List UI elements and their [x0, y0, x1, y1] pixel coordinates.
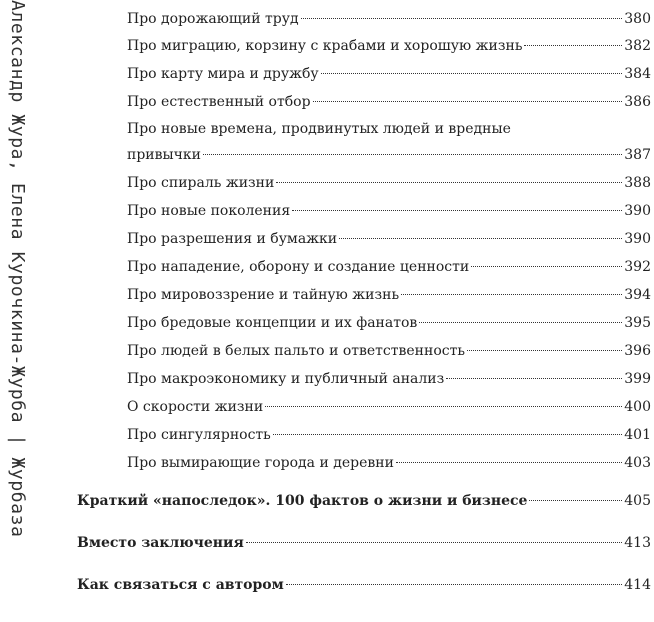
toc-entry-title: Про разрешения и бумажки: [127, 231, 338, 247]
dot-leader: [467, 350, 622, 351]
toc-section-title: Краткий «напоследок». 100 фактов о жизни и бизнесе: [77, 493, 528, 509]
toc-entry[interactable]: [127, 92, 651, 112]
toc-entry-page: 400: [624, 399, 651, 415]
toc-entry-title: Про вымирающие города и деревни: [127, 455, 394, 471]
dot-leader: [203, 154, 622, 155]
toc-entry-title: Про карту мира и дружбу: [127, 66, 319, 82]
toc-entry[interactable]: [127, 145, 651, 165]
toc-entry-title-line1[interactable]: Про новые времена, продвинутых людей и вредные: [127, 121, 511, 137]
running-header-vertical: Александр Жура, Елена Курочкина-Журба | Журбаза: [7, 0, 28, 538]
toc-entry-page: 401: [624, 427, 651, 443]
dot-leader: [419, 322, 622, 323]
toc-entry-page: 396: [624, 343, 651, 359]
toc-entry[interactable]: [127, 201, 651, 221]
toc-entry-page: 388: [624, 175, 651, 191]
toc-entry-page: 384: [624, 66, 651, 82]
toc-entry-title: Про спираль жизни: [127, 175, 275, 191]
toc-entry-title: Про людей в белых пальто и ответственность: [127, 343, 465, 359]
toc-section-title: Вместо заключения: [77, 535, 244, 551]
dot-leader: [273, 434, 622, 435]
dot-leader: [524, 45, 622, 46]
dot-leader: [471, 266, 622, 267]
dot-leader: [396, 462, 622, 463]
dot-leader: [301, 18, 623, 19]
toc-entry[interactable]: [127, 257, 651, 277]
toc-entry-title: привычки: [127, 147, 201, 163]
toc-entry[interactable]: [127, 341, 651, 361]
toc-entry-page: 403: [624, 455, 651, 471]
toc-entry[interactable]: [127, 285, 651, 305]
toc-entry-page: 380: [624, 11, 651, 27]
dot-leader: [313, 101, 623, 102]
dot-leader: [276, 182, 622, 183]
toc-entry-title: Про мировоззрение и тайную жизнь: [127, 287, 400, 303]
toc-entry-title: Про нападение, оборону и создание ценности: [127, 259, 470, 275]
toc-entry-page: 387: [624, 147, 651, 163]
toc-section-page: 413: [624, 535, 651, 551]
toc-entry-title: Про новые поколения: [127, 203, 291, 219]
dot-leader: [401, 294, 622, 295]
toc-entry-title: Про естественный отбор: [127, 94, 311, 110]
toc-section-title: Как связаться с автором: [77, 577, 284, 593]
toc-entry-page: 399: [624, 371, 651, 387]
toc-entry-title: Про бредовые концепции и их фанатов: [127, 315, 418, 331]
toc-entry-page: 382: [624, 38, 651, 54]
toc-entry-page: 390: [624, 231, 651, 247]
toc-entry-page: 394: [624, 287, 651, 303]
toc-entry-page: 386: [624, 94, 651, 110]
toc-entry[interactable]: [127, 453, 651, 473]
toc-entry[interactable]: [127, 36, 651, 56]
dot-leader: [286, 584, 622, 585]
dot-leader: [292, 210, 622, 211]
toc-entry-title: Про миграцию, корзину с крабами и хорошую жизнь: [127, 38, 523, 54]
toc-entry-title: Про дорожающий труд: [127, 11, 299, 27]
toc-entry[interactable]: [127, 173, 651, 193]
toc-entry[interactable]: [127, 64, 651, 84]
toc-section-page: 405: [624, 493, 651, 509]
toc-entry-title: О скорости жизни: [127, 399, 264, 415]
toc-entry-page: 392: [624, 259, 651, 275]
dot-leader: [339, 238, 622, 239]
dot-leader: [321, 73, 623, 74]
toc-section[interactable]: [77, 491, 651, 511]
toc-entry-title: Про макроэкономику и публичный анализ: [127, 371, 445, 387]
toc-entry[interactable]: [127, 9, 651, 29]
toc-entry-title: Про сингулярность: [127, 427, 271, 443]
toc-entry-page: 390: [624, 203, 651, 219]
toc-entry[interactable]: [127, 369, 651, 389]
toc-entry[interactable]: [127, 397, 651, 417]
toc-section-page: 414: [624, 577, 651, 593]
dot-leader: [446, 378, 622, 379]
toc-entry[interactable]: [127, 425, 651, 445]
dot-leader: [246, 542, 622, 543]
toc-entry-page: 395: [624, 315, 651, 331]
dot-leader: [529, 500, 622, 501]
toc-entry[interactable]: [127, 229, 651, 249]
dot-leader: [265, 406, 622, 407]
toc-section[interactable]: [77, 533, 651, 553]
toc-entry[interactable]: [127, 313, 651, 333]
toc-section[interactable]: [77, 575, 651, 595]
